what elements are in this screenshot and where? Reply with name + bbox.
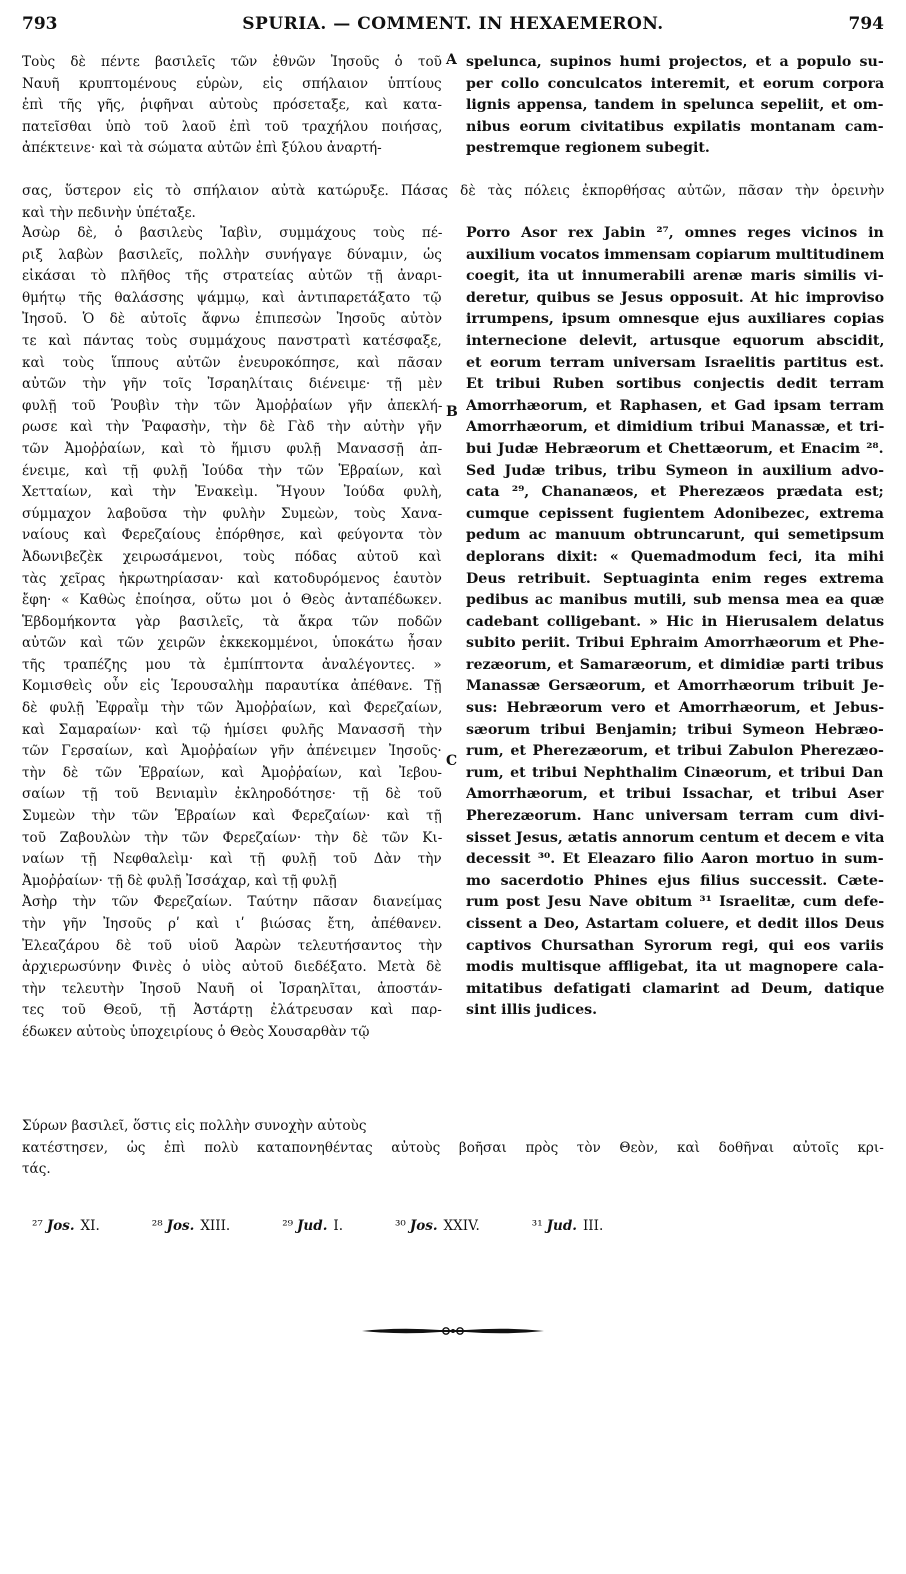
- footnote-reference: Jud.: [297, 1218, 328, 1234]
- text-line: τῆς τραπέζης μου τὰ ἐμπίπτοντα ἀναλέγοντες. »: [22, 656, 442, 673]
- text-line: Pherezæorum. Hanc universam terram cum divi-: [466, 808, 884, 825]
- text-line: καὶ τοὺς ἵππους αὐτῶν ἐνευροκόπησε, καὶ πᾶσαν: [22, 354, 442, 371]
- text-line: coegit, ita ut innumerabili arenæ maris similis vi-: [466, 268, 884, 285]
- text-line: φυλῇ τοῦ Ῥουβὶν τὴν τῶν Ἀμοῤῥαίων γῆν ἀπεκλή-: [22, 397, 442, 414]
- text-line: mitatibus defatigati clamarint ad Deum, datique: [466, 980, 884, 997]
- text-line: τάς.: [22, 1161, 51, 1178]
- text-line: lignis appensa, tandem in spelunca sepeliit, et om-: [466, 97, 884, 114]
- latin-column-top: [466, 52, 884, 160]
- text-line: pestremque regionem subegit.: [466, 140, 710, 157]
- text-line: rezæorum, et Samaræorum, et dimidiæ parti tribus: [466, 656, 884, 673]
- text-line: αὐτῶν καὶ τῶν χειρῶν ἐκκεκομμένοι, ὑποκάτω ἦσαν: [22, 635, 442, 652]
- text-line: sint illis judices.: [466, 1002, 598, 1019]
- footnote-number: ²⁷: [32, 1218, 43, 1234]
- text-line: bui Judæ Hebræorum et Chettæorum, et Enacim ²⁸.: [466, 440, 884, 457]
- footnote: [395, 1218, 506, 1234]
- text-line: δὲ φυλῇ Ἐφραῒμ τὴν τῶν Ἀμοῤῥαίων, καὶ Φερεζαίων,: [22, 700, 442, 717]
- text-line: Amorrhæorum, et tribui Issachar, et tribui Aser: [466, 786, 884, 803]
- text-line: cadebant colligebant. » Hic in Hierusalem delatus: [466, 613, 884, 630]
- text-line: per collo conculcatos interemit, et eorum corpora: [466, 75, 884, 92]
- margin-marker-b: B: [446, 404, 458, 420]
- text-line: spelunca, supinos humi projectos, et a populo su-: [466, 54, 884, 70]
- text-line: Deus retribuit. Septuaginta enim reges extrema: [466, 570, 884, 587]
- text-line: τες τοῦ Θεοῦ, τῇ Ἀστάρτῃ ἐλάτρευσαν καὶ παρ-: [22, 1002, 442, 1019]
- text-line: Ἀμοῤῥαίων· τῇ δὲ φυλῇ Ἰσσάχαρ, καὶ τῇ φυλῇ: [22, 872, 337, 889]
- text-line: ναίων τῇ Νεφθαλεὶμ· καὶ τῇ φυλῇ τοῦ Δὰν τὴν: [22, 851, 442, 868]
- left-page-number: 793: [22, 14, 58, 34]
- margin-marker-a: A: [446, 52, 457, 68]
- running-title: SPURIA. — COMMENT. IN HEXAEMERON.: [242, 14, 664, 34]
- text-line: τε καὶ πάντας τοὺς συμμάχους πανστρατὶ κατέσφαξε,: [22, 332, 442, 349]
- text-line: ἀρχιερωσύνην Φινὲς ὁ υἱὸς αὐτοῦ διεδέξατο. Μετὰ δὲ: [22, 959, 442, 976]
- text-line: ἐπὶ τῆς γῆς, ῥιφῆναι αὐτοὺς πρόσεταξε, καὶ κατα-: [22, 97, 442, 114]
- text-line: Amorrhæorum, et Raphasen, et Gad ipsam terram: [466, 397, 884, 414]
- footnote-number: ³⁰: [395, 1218, 406, 1234]
- text-line: αὐτῶν τὴν γῆν τοῖς Ἰσραηλίταις διένειμε· τῇ μὲν: [22, 376, 442, 393]
- greek-spanning-text-bottom: [22, 1116, 884, 1181]
- text-line: Χετταίων, καὶ τὴν Ἐνακεὶμ. Ἤγουν Ἰούδα φυλὴ,: [22, 484, 442, 501]
- text-line: Ἀσὴρ τὴν τῶν Φερεζαίων. Ταύτην πᾶσαν διανείμας: [22, 894, 442, 911]
- footnote-number: ²⁹: [282, 1218, 294, 1234]
- text-line: σαίων τῇ τοῦ Βενιαμὶν ἐκληροδότησε· τῇ δὲ τοῦ: [22, 786, 442, 803]
- text-line: Κομισθεὶς οὖν εἰς Ἱερουσαλὴμ παραυτίκα ἀπέθανε. Τῇ: [22, 678, 442, 695]
- text-line: pedum ac manuum obtruncarunt, qui semetipsum: [466, 527, 884, 544]
- text-line: Συμεὼν τὴν τῶν Ἑβραίων καὶ Φερεζαίων· καὶ τῇ: [22, 808, 442, 825]
- text-line: ναίους καὶ Φερεζαίους ἐπόρθησε, καὶ φεύγοντα τὸν: [22, 527, 442, 544]
- text-line: Ἀσὼρ δὲ, ὁ βασιλεὺς Ἰαβὶν, συμμάχους τοὺς πέ-: [22, 225, 442, 241]
- text-line: nibus eorum civitatibus expilatis montanam cam-: [466, 118, 884, 135]
- text-line: et eorum terram universam Israelitis partitus est.: [466, 354, 884, 371]
- footnote: [532, 1218, 629, 1234]
- text-line: ρωσε καὶ τὴν Ῥαφασὴν, τὴν δὲ Γὰδ τὴν αὐτὴν γῆν: [22, 419, 442, 436]
- text-line: cissent a Deo, Astartam coluere, et dedit illos Deus: [466, 916, 884, 932]
- text-line: cata ²⁹, Chananæos, et Pherezæos prædata est;: [466, 484, 884, 501]
- text-line: Ἑβδομήκοντα γὰρ βασιλεῖς, τὰ ἄκρα τῶν ποδῶν: [22, 613, 442, 630]
- footnote-location: III.: [582, 1218, 604, 1234]
- text-line: Σύρων βασιλεῖ, ὅστις εἰς πολλὴν συνοχὴν αὐτοὺς: [22, 1118, 367, 1134]
- ornament-divider: [360, 1325, 546, 1337]
- latin-column-main: [466, 223, 884, 1022]
- text-line: έδωκεν αὐτοὺς ὑποχειρίους ὁ Θεὸς Χουσαρθὰν τῷ: [22, 1023, 370, 1040]
- footnote-location: XIII.: [200, 1218, 231, 1234]
- right-page-number: 794: [848, 14, 884, 34]
- text-line: sæorum tribui Benjamin; tribui Symeon Hebræo-: [466, 721, 884, 738]
- footnote-reference: Jos.: [409, 1218, 438, 1234]
- text-line: Porro Asor rex Jabin ²⁷, omnes reges vicinos in: [466, 225, 884, 241]
- margin-marker-c: C: [446, 753, 458, 769]
- text-line: τὴν γῆν Ἰησοῦς ρʹ καὶ ιʹ βιώσας ἔτη, ἀπέθανεν.: [22, 916, 442, 932]
- text-line: sus: Hebræorum vero et Amorrhæorum, et Jebus-: [466, 700, 884, 717]
- footnote-number: ³¹: [531, 1218, 543, 1234]
- greek-spanning-text-top: [22, 181, 884, 224]
- text-line: Manassæ Gersæorum, et Amorrhæorum tribuit Je-: [466, 678, 884, 695]
- footnote-reference: Jos.: [166, 1218, 195, 1234]
- footnote: [32, 1218, 126, 1234]
- text-line: decessit ³⁰. Et Eleazaro filio Aaron mortuo in sum-: [466, 851, 884, 868]
- text-line: sisset Jesus, ætatis annorum centum et decem e vita: [466, 829, 884, 846]
- text-line: auxilium vocatos immensam copiarum multitudinem: [466, 246, 884, 263]
- text-line: Ἐλεαζάρου δὲ τοῦ υἱοῦ Ἀαρὼν τελευτήσαντος τὴν: [22, 937, 442, 954]
- text-line: Ναυῆ κρυπτομένους εὑρὼν, εἰς σπήλαιον ὑπτίους: [22, 75, 442, 92]
- text-line: rum post Jesu Nave obitum ³¹ Israelitæ, cum defe-: [466, 894, 884, 911]
- text-line: τῶν Γερσαίων, καὶ Ἀμοῤῥαίων γῆν ἀπένειμεν Ἰησοῦς·: [22, 743, 442, 760]
- text-line: pedibus ac manibus mutili, sub mensa mea ea quæ: [466, 592, 884, 609]
- text-line: ριξ λαβὼν βασιλεῖς, πολλὴν συνήγαγε δύναμιν, ὡς: [22, 246, 442, 263]
- text-line: Τοὺς δὲ πέντε βασιλεῖς τῶν ἐθνῶν Ἰησοῦς ὁ τοῦ: [22, 54, 442, 70]
- text-line: irrumpens, ipsum omnesque ejus auxiliares copias: [466, 311, 884, 328]
- text-line: Et tribui Ruben sortibus conjectis dedit terram: [466, 376, 884, 393]
- footnote: [282, 1218, 369, 1234]
- footnote-reference: Jos.: [46, 1218, 75, 1234]
- footnote: [152, 1218, 256, 1234]
- text-line: καὶ τὴν πεδινὴν ὑπέταξε.: [22, 204, 196, 221]
- text-line: Ἀδωνιβεζὲκ χειρωσάμενοι, τοὺς πόδας αὐτοῦ καὶ: [22, 548, 442, 565]
- text-line: modis multisque affligebat, ita ut magnopere cala-: [466, 959, 884, 976]
- text-line: τῶν Ἀμοῤῥαίων, καὶ τὸ ἥμισυ φυλῇ Μανασσῇ ἀπ-: [22, 440, 442, 457]
- text-line: deretur, quibus se Jesus opposuit. At hic improviso: [466, 289, 884, 306]
- text-line: rum, et Pherezæorum, et tribui Zabulon Pherezæo-: [466, 743, 884, 760]
- footnote-location: XI.: [80, 1218, 100, 1234]
- text-line: ἀπέκτεινε· καὶ τὰ σώματα αὐτῶν ἐπὶ ξύλου ἀναρτή-: [22, 140, 382, 157]
- text-line: internecione delevit, artusque equorum abscidit,: [466, 332, 884, 349]
- text-line: καὶ Σαμαραίων· καὶ τῷ ἡμίσει φυλῆς Μανασσῆ τὴν: [22, 721, 442, 738]
- text-line: τοῦ Ζαβουλὼν τὴν τῶν Φερεζαίων· τὴν δὲ τῶν Κι-: [22, 829, 442, 846]
- text-line: captivos Chursathan Syrorum regi, qui eos variis: [466, 937, 884, 954]
- text-line: σύμμαχον λαβοῦσα τὴν φυλὴν Συμεὼν, τοὺς Χανα-: [22, 505, 442, 522]
- text-line: εἰκάσαι τὸ πλῆθος τῆς στρατείας αὐτῶν τῇ ἀναρι-: [22, 268, 442, 285]
- text-line: ένειμε, καὶ τῇ φυλῇ Ἰούδα τὴν τῶν Ἑβραίων, καὶ: [22, 462, 442, 479]
- text-line: τὴν δὲ τῶν Ἑβραίων, καὶ Ἀμοῤῥαίων, καὶ Ἰεβου-: [22, 764, 442, 781]
- text-line: rum, et tribui Nephthalim Cinæorum, et tribui Dan: [466, 764, 884, 781]
- text-line: mo sacerdotio Phines ejus filius successit. Cæte-: [466, 872, 884, 889]
- greek-column-main: [22, 223, 442, 1044]
- footnote-location: XXIV.: [443, 1218, 480, 1234]
- text-line: deplorans dixit: « Quemadmodum feci, ita mihi: [466, 548, 884, 565]
- text-line: τὴν τελευτὴν Ἰησοῦ Ναυῆ οἱ Ἰσραηλῖται, ἀποστάν-: [22, 980, 442, 997]
- text-line: θμήτῳ τῆς θαλάσσης ψάμμῳ, καὶ ἀντιπαρετάξατο τῷ: [22, 289, 442, 306]
- text-line: ἔφη· « Καθὼς ἐποίησα, οὕτω μοι ὁ Θεὸς ἀνταπέδωκεν.: [22, 592, 442, 609]
- text-line: κατέστησεν, ὡς ἐπὶ πολὺ καταπονηθέντας αὐτοὺς βοῆσαι πρὸς τὸν Θεὸν, καὶ δοθῆναι αὐτοῖς κρι-: [22, 1139, 884, 1156]
- greek-column-top: [22, 52, 442, 160]
- text-line: Sed Judæ tribus, tribu Symeon in auxilium advo-: [466, 462, 884, 479]
- text-line: subito periit. Tribui Ephraim Amorrhæorum et Phe-: [466, 635, 884, 652]
- footnotes: [32, 1218, 655, 1234]
- text-line: σας, ὕστερον εἰς τὸ σπήλαιον αὐτὰ κατώρυξε. Πάσας δὲ τὰς πόλεις ἐκπορθήσας αὐτῶν, πᾶσαν τὴν ὀρεινὴν: [22, 183, 884, 199]
- footnote-reference: Jud.: [546, 1218, 577, 1234]
- text-line: Ἰησοῦ. Ὁ δὲ αὐτοῖς ἄφνω ἐπιπεσὼν Ἰησοῦς αὐτὸν: [22, 311, 442, 328]
- page-header: [22, 14, 884, 44]
- text-line: τὰς χεῖρας ἠκρωτηρίασαν· καὶ κατοδυρόμενος ἑαυτὸν: [22, 570, 442, 587]
- text-line: πατεῖσθαι ὑπὸ τοῦ λαοῦ ἐπὶ τοῦ τραχήλου ποιήσας,: [22, 118, 442, 135]
- text-line: cumque cepissent fugientem Adonibezec, extrema: [466, 505, 884, 522]
- text-line: Amorrhæorum, et dimidium tribui Manassæ, et tri-: [466, 419, 884, 436]
- footnote-location: I.: [333, 1218, 344, 1234]
- footnote-number: ²⁸: [151, 1218, 163, 1234]
